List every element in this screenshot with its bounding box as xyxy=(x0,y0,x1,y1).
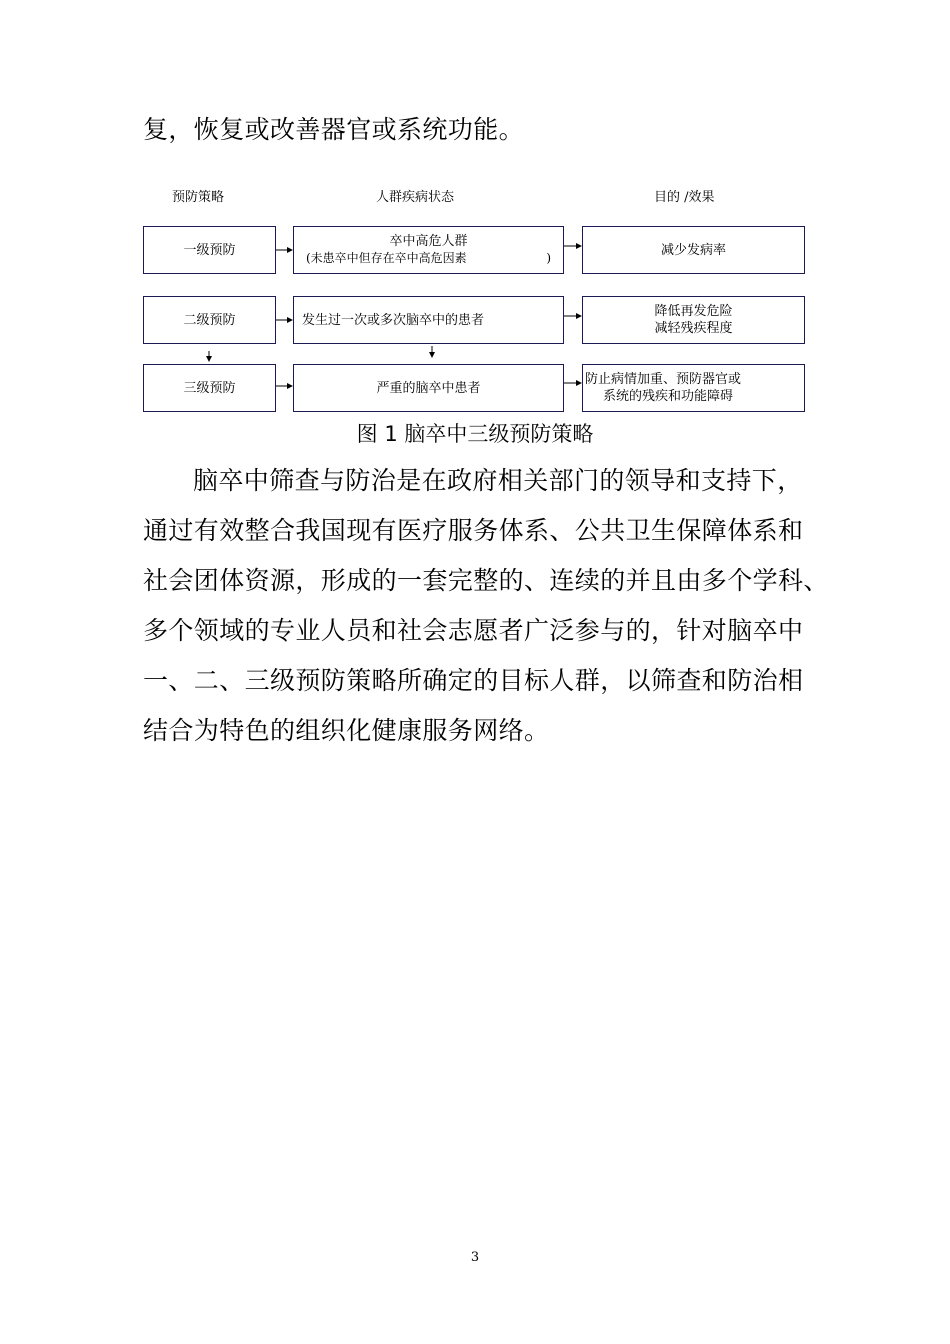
paragraph-line: 脑卒中筛查与防治是在政府相关部门的领导和支持下， xyxy=(193,466,803,495)
header-state: 人群疾病状态 xyxy=(376,190,455,205)
header-goal: 目的 /效果 xyxy=(654,190,715,205)
state-sub-open: (未患卒中但存在卒中高危因素 xyxy=(306,251,467,265)
level-label: 三级预防 xyxy=(183,380,236,396)
state-label: 发生过一次或多次脑卒中的患者 xyxy=(302,312,485,328)
goal-label-1: 降低再发危险 xyxy=(654,304,733,319)
figure-caption: 图 1 脑卒中三级预防策略 xyxy=(356,422,594,446)
paragraph-line: 社会团体资源，形成的一套完整的、连续的并且由多个学科、 xyxy=(143,566,829,595)
goal-label: 减少发病率 xyxy=(660,242,726,258)
page-number: 3 xyxy=(470,1250,480,1265)
state-sub-close: ) xyxy=(546,251,551,265)
level-label: 二级预防 xyxy=(183,312,236,328)
intro-line: 复，恢复或改善器官或系统功能。 xyxy=(143,115,525,144)
paragraph-line: 一、二、三级预防策略所确定的目标人群，以筛查和防治相 xyxy=(143,666,804,695)
goal-label-2: 系统的残疾和功能障碍 xyxy=(603,389,734,404)
paragraph-line: 通过有效整合我国现有医疗服务体系、公共卫生保障体系和 xyxy=(143,516,804,545)
state-label: 严重的脑卒中患者 xyxy=(376,380,481,396)
body-paragraph xyxy=(143,456,829,756)
paragraph-line: 多个领域的专业人员和社会志愿者广泛参与的，针对脑卒中 xyxy=(143,616,804,645)
header-strategy: 预防策略 xyxy=(172,190,225,205)
paragraph-line: 结合为特色的组织化健康服务网络。 xyxy=(143,716,550,745)
goal-label-1: 防止病情加重、预防器官或 xyxy=(585,372,742,387)
diagram-arrows xyxy=(0,0,950,430)
level-label: 一级预防 xyxy=(183,242,236,258)
goal-label-2: 减轻残疾程度 xyxy=(654,321,733,336)
state-label: 卒中高危人群 xyxy=(389,234,468,249)
